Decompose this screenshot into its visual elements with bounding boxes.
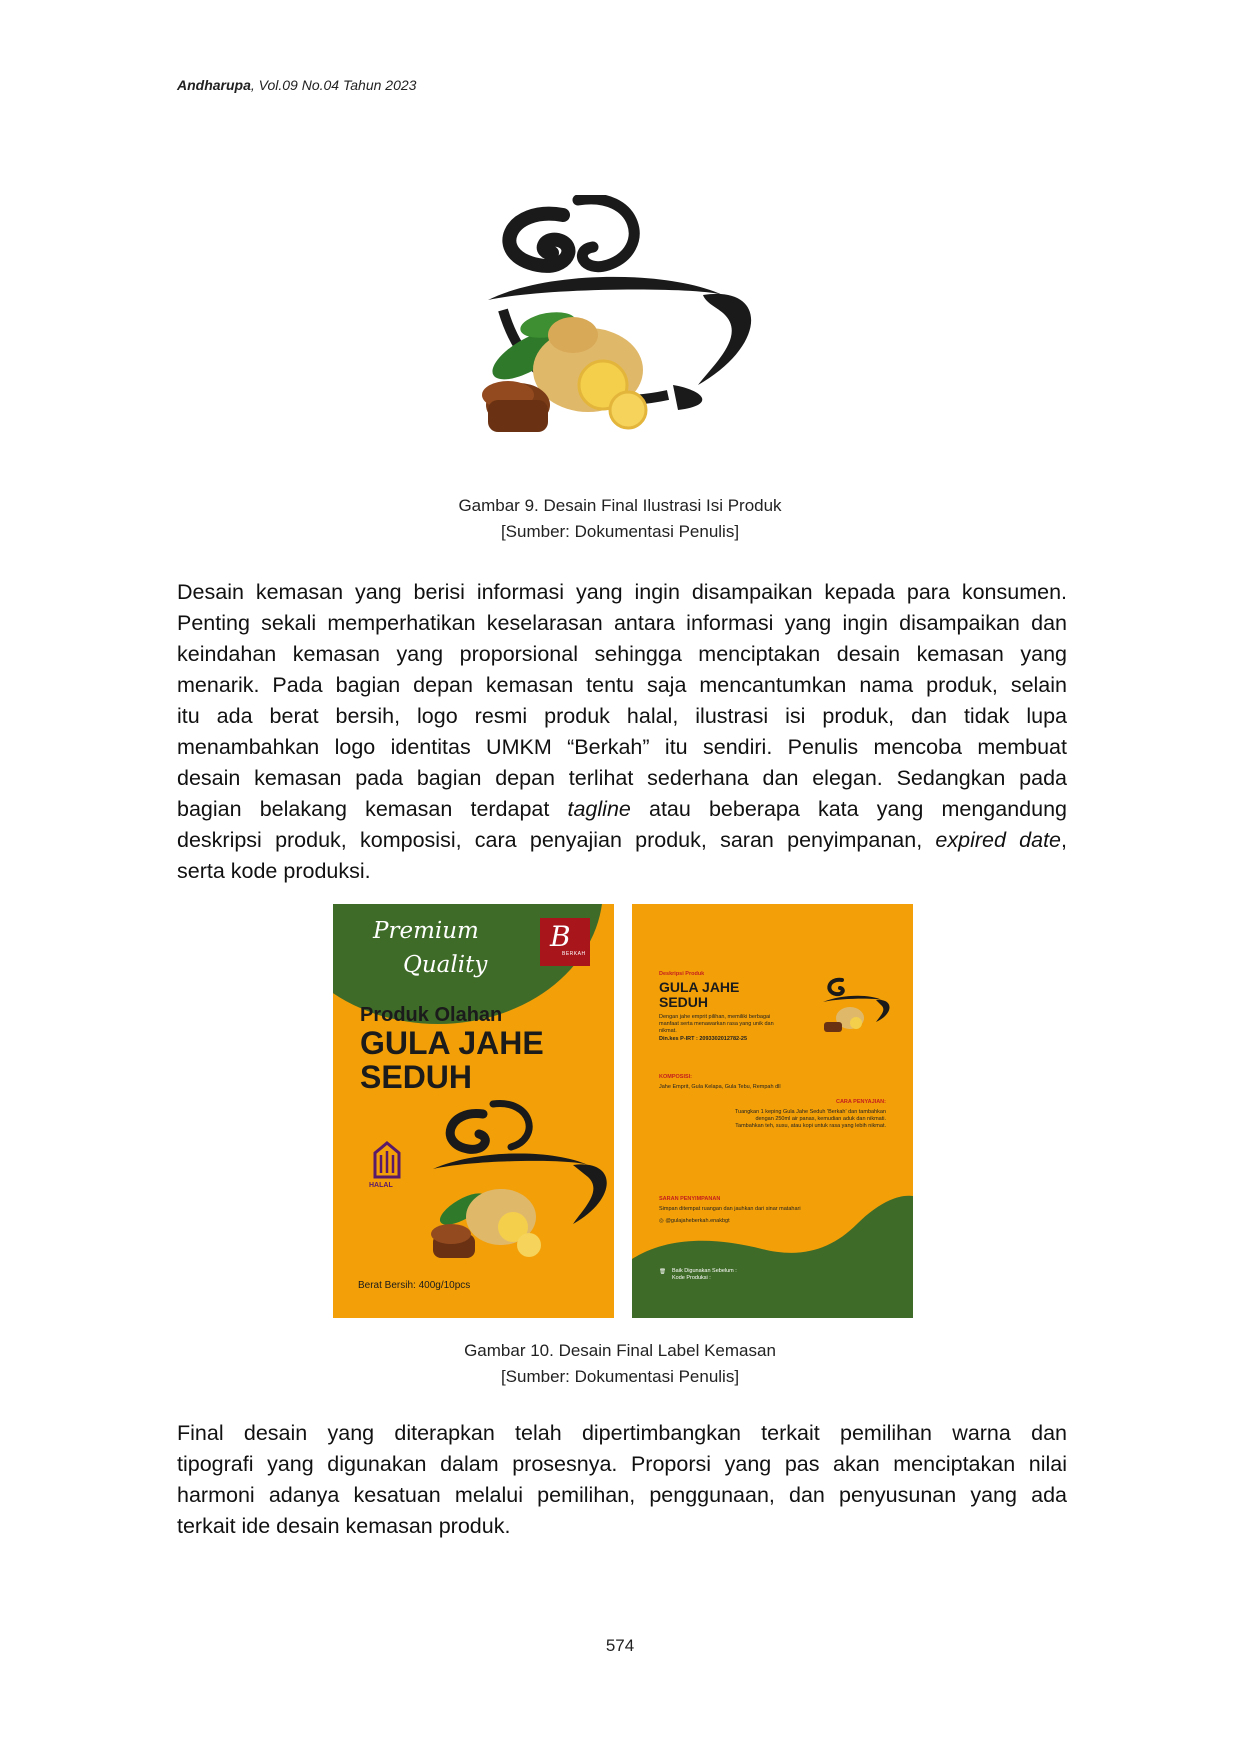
journal-issue: , Vol.09 No.04 Tahun 2023	[250, 77, 417, 93]
steam-swirl-2	[578, 199, 634, 267]
steam-swirl	[509, 214, 568, 266]
product-title-line2: SEDUH	[360, 1059, 473, 1095]
composition-text: Jahe Emprit, Gula Kelapa, Gula Tebu, Rempah dll	[659, 1084, 781, 1090]
composition-heading: KOMPOSISI:	[659, 1074, 693, 1080]
paragraph-line: bagian belakang kemasan terdapat tagline atau beberapa kata yang mengandung	[177, 797, 1068, 821]
figure-9-caption: Gambar 9. Desain Final Ilustrasi Isi Produk [Sumber: Dokumentasi Penulis]	[458, 496, 782, 541]
paragraph-line: deskripsi produk, komposisi, cara penyajian produk, saran penyimpanan, expired date,	[177, 828, 1068, 852]
figure-9-illustration	[468, 195, 788, 465]
trash-icon: 🗑	[659, 1269, 666, 1275]
back-product-title: GULA JAHE SEDUH	[659, 979, 740, 1010]
berkah-logo: B BERKAH	[540, 918, 590, 966]
journal-name: Andharupa	[177, 77, 251, 93]
label-front	[333, 904, 614, 1318]
description-text: Dengan jahe emprit pilihan, memiliki berbagai manfaat serta menawarkan rasa yang unik dan nikmat.	[659, 1014, 774, 1034]
product-subtitle: Produk Olahan	[360, 1004, 503, 1026]
cup-rim	[488, 277, 723, 300]
front-label-illustration	[423, 1099, 613, 1274]
storage-heading: SARAN PENYIMPANAN	[659, 1196, 721, 1202]
figure-10-caption: Gambar 10. Desain Final Label Kemasan [Sumber: Dokumentasi Penulis]	[464, 1341, 776, 1386]
label-back	[632, 904, 913, 1318]
back-label-illustration	[820, 974, 892, 1036]
page-number: 574	[605, 1636, 635, 1655]
paragraph-1: Desain kemasan yang berisi informasi yang ingin disampaikan kepada para konsumen. Penting sekali memperhatikan keselarasan antara informasi yang ingin disampaikan dan keindahan kemasan yang proporsional sehingga menciptakan desain kemasan yang menarik. Pada bagian depan kemasan tentu saja mencantumkan nama produk, selain itu ada berat bersih, logo resmi produk halal, ilustrasi isi produk, dan tidak lupa menambahkan logo identitas UMKM “Berkah” itu sendiri. Penulis mencoba membuat desain kemasan pada bagian depan terlihat sederhana dan elegan. Sedangkan pada bagian belakang kemasan terdapat tagline atau beberapa kata yang mengandung deskripsi produk, komposisi, cara penyajian produk, saran penyimpanan, expired date, serta kode produksi.	[177, 580, 1068, 883]
running-head	[177, 77, 416, 93]
storage-text: Simpan ditempat ruangan dan jauhkan dari sinar matahari	[659, 1206, 801, 1212]
net-weight: Berat Bersih: 400g/10pcs	[358, 1280, 471, 1291]
product-title-line1: GULA JAHE	[360, 1025, 544, 1061]
instagram-icon: ◎	[659, 1218, 664, 1224]
instagram-handle: ◎ @gulajaheberkah.enakbgt	[659, 1218, 730, 1224]
halal-logo-icon	[369, 1141, 405, 1201]
description-heading: Deskripsi Produk	[659, 971, 705, 977]
paragraph-2: Final desain yang diterapkan telah dipertimbangkan terkait pemilihan warna dan tipografi yang digunakan dalam prosesnya. Proporsi yang pas akan menciptakan nilai harmoni adanya kesatuan melalui pemilihan, penggunaan, dan penyusunan yang ada terkait ide desain kemasan produk.	[177, 1421, 1067, 1538]
premium-quality-text: Premium Quality	[373, 918, 488, 978]
cup-handle	[698, 294, 751, 385]
expiry-info: Baik Digunakan Sebelum : Kode Produksi :	[672, 1268, 737, 1281]
halal-text: HALAL	[369, 1182, 393, 1189]
serving-heading: CARA PENYAJIAN:	[835, 1099, 886, 1105]
serving-text: Tuangkan 1 keping Gula Jahe Seduh 'Berkah' dan tambahkan dengan 250ml air panas, kemudian aduk dan nikmati. Tambahkan teh, susu, atau kopi untuk rasa yang lebih nikmat.	[734, 1109, 886, 1129]
pirt-number: Din.kes P-IRT : 2093302012782-25	[659, 1036, 748, 1042]
